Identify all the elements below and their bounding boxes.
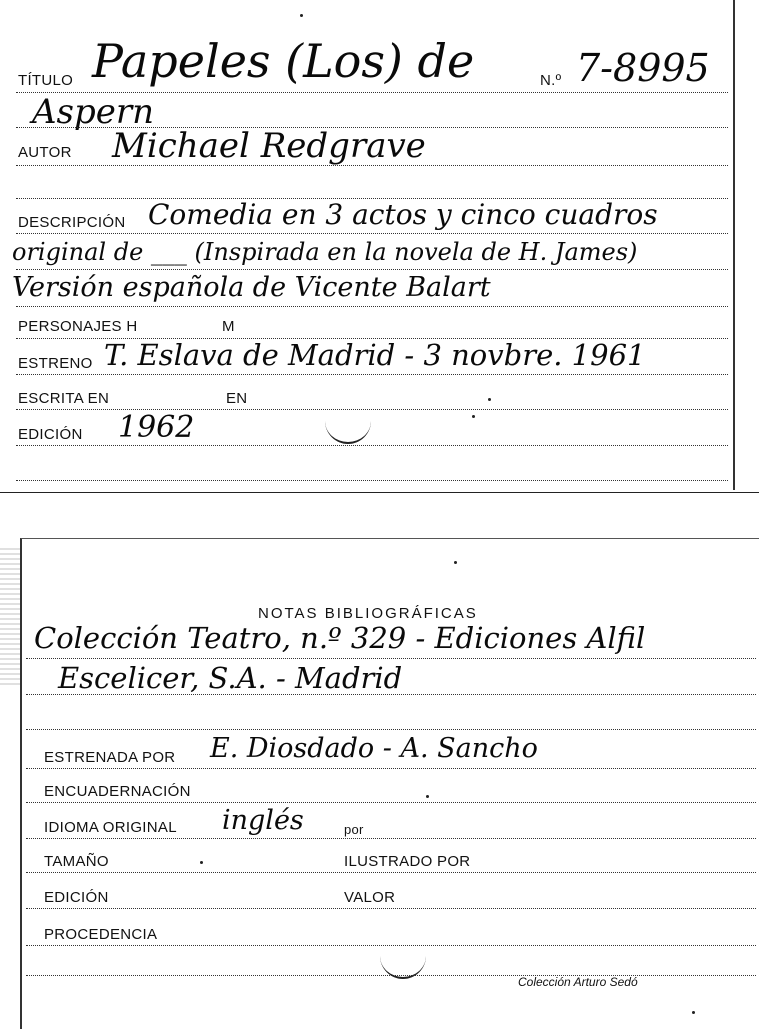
edicion-value: 1962 [118, 410, 195, 445]
rule [16, 374, 728, 375]
rule [26, 658, 756, 659]
numero-value: 7-8995 [576, 46, 710, 90]
estreno-value: T. Eslava de Madrid - 3 novbre. 1961 [104, 338, 646, 372]
descripcion-line1: Comedia en 3 actos y cinco cuadros [148, 198, 658, 231]
titulo-value: Papeles (Los) de [92, 34, 475, 88]
card-edge [733, 0, 735, 490]
rule [16, 306, 728, 307]
idioma-value: inglés [222, 805, 304, 836]
descripcion-line2: original de ___ (Inspirada en la novela de H. James) [12, 238, 638, 266]
ilustrado-label: ILUSTRADO POR [344, 853, 471, 870]
rule [16, 445, 728, 446]
notas-heading: NOTAS BIBLIOGRÁFICAS [258, 605, 478, 622]
titulo-value-cont: Aspern [32, 92, 155, 132]
estrenada-label: ESTRENADA POR [44, 749, 176, 766]
rule [26, 838, 756, 839]
speck [300, 14, 303, 17]
edicion-label-2: EDICIÓN [44, 889, 109, 906]
tamano-label: TAMAÑO [44, 853, 109, 870]
rule [16, 480, 728, 481]
notas-line2: Escelicer, S.A. - Madrid [58, 661, 403, 695]
por-label: por [344, 822, 364, 837]
speck [472, 415, 475, 418]
collection-credit: Colección Arturo Sedó [518, 975, 638, 989]
rule [26, 729, 756, 730]
valor-label: VALOR [344, 889, 396, 906]
catalog-card-top [0, 0, 759, 493]
estreno-label: ESTRENO [18, 355, 93, 372]
personajes-m-label: M [222, 318, 235, 335]
speck [692, 1011, 695, 1014]
estrenada-value: E. Diosdado - A. Sancho [210, 733, 538, 764]
edicion-label: EDICIÓN [18, 426, 83, 443]
notas-line1: Colección Teatro, n.º 329 - Ediciones Alfil [34, 621, 646, 655]
speck [426, 795, 429, 798]
rule [16, 233, 728, 234]
speck [488, 398, 491, 401]
catalog-card-bottom [20, 538, 759, 1029]
rule [26, 768, 756, 769]
autor-label: AUTOR [18, 144, 72, 161]
escrita-en-label: EN [226, 390, 248, 407]
rule [26, 872, 756, 873]
escrita-label: ESCRITA EN [18, 390, 110, 407]
numero-label: N.º [540, 72, 562, 89]
hole-mark [325, 418, 371, 444]
speck [454, 561, 457, 564]
scan-noise [0, 545, 22, 685]
encuadernacion-label: ENCUADERNACIÓN [44, 783, 191, 800]
personajes-label: PERSONAJES H [18, 318, 138, 335]
idioma-label: IDIOMA ORIGINAL [44, 819, 177, 836]
rule [26, 945, 756, 946]
speck [200, 861, 203, 864]
rule [16, 269, 728, 270]
autor-value: Michael Redgrave [112, 126, 426, 166]
rule [26, 908, 756, 909]
rule [26, 802, 756, 803]
rule [16, 165, 728, 166]
rule [26, 694, 756, 695]
descripcion-label: DESCRIPCIÓN [18, 214, 126, 231]
titulo-label: TÍTULO [18, 72, 74, 89]
procedencia-label: PROCEDENCIA [44, 926, 158, 943]
descripcion-line3: Versión española de Vicente Balart [12, 272, 491, 303]
